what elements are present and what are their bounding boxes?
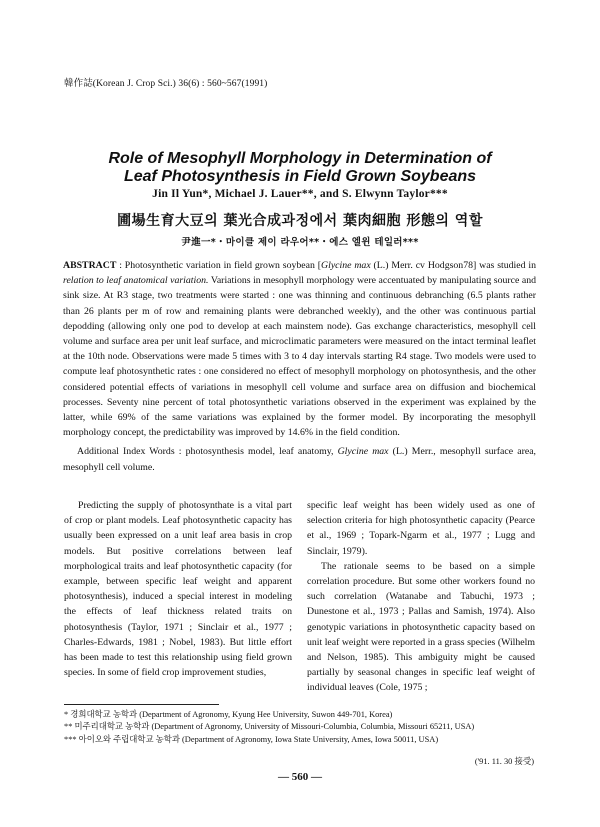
body-paragraph: Predicting the supply of photosynthate is a vital part of crop or plant models. Leaf photosynthetic capacity has usually been expressed on a unit leaf area basis in crop models. But positive correlations between leaf morphological traits and leaf photosynthetic capacity (for example, between specific leaf weight and apparent photosynthesis), induced a special interest in modeling the effects of leaf thickness related traits on photosynthesis (Taylor, 1971 ; Sinclair et al., 1977 ; Charles-Edwards, 1981 ; Nobel, 1983). But little effort has been made to test this relationship using field grown species. In some of field crop improvement studies, <box>64 500 292 679</box>
korean-authors: 尹進一*・마이클 제이 라우어**・에스 엘윈 테일러*** <box>181 237 419 248</box>
abstract-text-2: (L.) Merr. cv Hodgson78] was studied in <box>370 260 537 271</box>
title-block <box>40 150 560 248</box>
korean-title: 圃場生育大豆의 葉光合成과정에서 葉肉細胞 形態의 역할 <box>117 213 483 229</box>
abstract-species: Glycine max <box>321 260 371 271</box>
abstract <box>63 258 536 475</box>
journal-reference: 韓作誌(Korean J. Crop Sci.) 36(6) : 560~567(1991) <box>64 79 268 89</box>
keywords-text-1: Additional Index Words : photosynthesis model, leaf anatomy, <box>77 446 338 458</box>
body-column-right <box>307 498 535 696</box>
footnotes <box>64 709 534 746</box>
paper-title-line-2: Leaf Photosynthesis in Field Grown Soybeans <box>123 168 477 185</box>
keywords-text-2: (L.) Merr., mesophyll surface area, mesophyll cell volume. <box>63 446 536 473</box>
abstract-emphasis: relation to leaf anatomical variation. <box>63 275 209 287</box>
body-column-left <box>64 498 292 680</box>
page-number: — 560 — <box>278 771 322 783</box>
body-paragraph: specific leaf weight has been widely used as one of selection criteria for high photosynthetic capacity (Pearce et al., 1969 ; Topark-Ngarm et al., 1977 ; Lugg and Sinclair, 1979). <box>307 500 535 557</box>
abstract-heading: ABSTRACT <box>63 260 117 271</box>
paper-title-line-1: Role of Mesophyll Morphology in Determination of <box>108 150 492 167</box>
keywords-species: Glycine max <box>337 446 389 458</box>
footnote-divider <box>64 704 219 705</box>
footnote-1: * 경희대학교 농학과 (Department of Agronomy, Kyung Hee University, Suwon 449-701, Korea) <box>64 710 393 719</box>
footnote-3: *** 아이오와 주립대학교 농학과 (Department of Agronomy, Iowa State University, Ames, Iowa 50011, USA) <box>64 734 439 744</box>
body-paragraph: The rationale seems to be based on a simple correlation procedure. But some other workers found no such correlation (Watanabe and Tabuchi, 1973 ; Dunestone et al., 1973 ; Pallas and Samish, 1974). Also genotypic variations in photosynthetic capacity based on unit leaf weight were reported in a grass species (Wilhelm and Nelson, 1985). This ambiguity might be caused partially by seasonal changes in specific leaf weight of individual leaves (Cole, 1975 ; <box>307 560 535 694</box>
abstract-text-1: : Photosynthetic variation in field grown soybean [ <box>116 260 322 271</box>
abstract-text-3: Variations in mesophyll morphology were accentuated by manipulating source and sink size. At R3 stage, two treatments were started : one was thinning and continuous debranching (6.5 plants rather than 26 plants per m of row and remaining plants were debranched weekly), and the other was continuous partial depodding (allowing only one pod to develop at each mainstem node). Gas exchange characteristics, mesophyll cell volume and surface area per unit leaf surface, and microclimatic parameters were measured on the intact terminal leaflet at the 10th node. Observations were made 5 times with 3 to 4 day intervals starting R4 stage. Two models were used to compute leaf photosynthetic rates : one considered no effect of mesophyll morphology on photosynthesis, and the other considered potential effects of variations in mesophyll cell volume and surface area on diffusion and biochemical processes. Seventy nine percent of total photosynthetic variations observed in the experiment was explained by the latter, while 69% of the same variations was explained by the former model. By incorporating the mesophyll morphology concept, the predictability was improved by 14.6% in the field condition. <box>63 275 537 439</box>
abstract-paragraph <box>63 258 536 440</box>
authors: Jin Il Yun*, Michael J. Lauer**, and S. Elwynn Taylor*** <box>152 188 448 200</box>
received-date: ('91. 11. 30 接受) <box>474 757 534 766</box>
footnote-2: ** 미주리대학교 농학과 (Department of Agronomy, University of Missouri-Columbia, Columbia, Missouri 65211, USA) <box>64 722 475 732</box>
keywords <box>63 444 536 474</box>
